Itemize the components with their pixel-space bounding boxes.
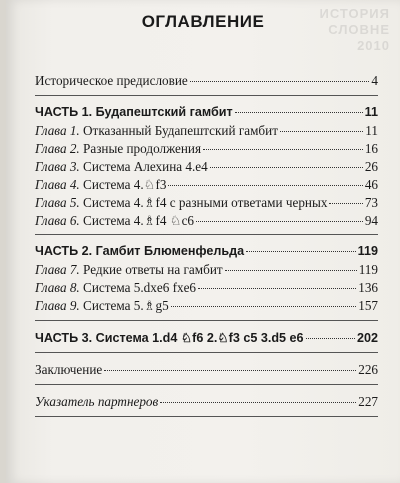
chapter-prefix: Глава 1. (35, 123, 80, 138)
toc-label: Система 5.dxe6 fxe6 (83, 280, 197, 295)
toc-label: Система 4.♗f4 с разными ответами черных (83, 195, 328, 210)
toc-label: Редкие ответы на гамбит (83, 262, 223, 277)
dot-leader (168, 185, 362, 186)
page-number: 26 (364, 159, 378, 174)
page-number: 202 (356, 331, 378, 345)
dot-leader (225, 270, 357, 271)
section-divider (35, 416, 378, 417)
toc-label: ЧАСТЬ 1. Будапештский гамбит (35, 105, 233, 119)
page-number: 226 (358, 362, 378, 377)
section-divider (35, 352, 378, 353)
toc-entry-chapter-6[interactable] (35, 213, 378, 231)
chapter-prefix: Глава 4. (35, 177, 80, 192)
dot-leader (246, 251, 356, 252)
dot-leader (203, 149, 363, 150)
dot-leader (306, 338, 355, 339)
chapter-prefix: Глава 9. (35, 298, 80, 313)
toc-entry-chapter-8[interactable] (35, 280, 378, 298)
dot-leader (280, 131, 363, 132)
page-number: 94 (364, 213, 378, 228)
dot-leader (104, 370, 356, 371)
toc-label: Заключение (35, 362, 103, 377)
toc-entry-part-1[interactable] (35, 105, 378, 123)
toc-entry-index[interactable] (35, 394, 378, 412)
toc-label: ЧАСТЬ 2. Гамбит Блюменфельда (35, 244, 245, 258)
toc-label: Система Алехина 4.e4 (83, 159, 208, 174)
page-number: 16 (364, 141, 378, 156)
page-number: 227 (358, 394, 378, 409)
toc-entry-chapter-4[interactable] (35, 177, 378, 195)
page-number: 73 (364, 195, 378, 210)
toc-entry-part-2[interactable] (35, 244, 378, 262)
toc-label: Система 5.♗g5 (83, 298, 169, 313)
chapter-prefix: Глава 7. (35, 262, 80, 277)
section-divider (35, 95, 378, 96)
dot-leader (329, 203, 362, 204)
dot-leader (171, 306, 357, 307)
ghost-line: СЛОВНЕ (328, 22, 390, 37)
toc-label: Система 4.♘f3 (83, 177, 167, 192)
dot-leader (196, 221, 363, 222)
toc-entry-preface[interactable] (35, 73, 378, 91)
toc-entry-conclusion[interactable] (35, 362, 378, 380)
toc-entry-chapter-9[interactable] (35, 298, 378, 316)
toc-label: Отказанный Будапештский гамбит (83, 123, 278, 138)
dot-leader (190, 81, 370, 82)
toc-entry-chapter-7[interactable] (35, 262, 378, 280)
section-divider (35, 234, 378, 235)
toc-entry-chapter-2[interactable] (35, 141, 378, 159)
toc-entry-chapter-3[interactable] (35, 159, 378, 177)
section-divider (35, 384, 378, 385)
chapter-prefix: Глава 8. (35, 280, 80, 295)
chapter-prefix: Глава 3. (35, 159, 80, 174)
page-number: 119 (358, 262, 378, 277)
dot-leader (235, 112, 363, 113)
chapter-prefix: Глава 6. (35, 213, 80, 228)
toc-label: Система 4.♗f4 ♘c6 (83, 213, 195, 228)
page-number: 136 (358, 280, 378, 295)
toc-label: Историческое предисловие (35, 73, 188, 88)
chapter-prefix: Глава 5. (35, 195, 80, 210)
toc-label: Разные продолжения (83, 141, 202, 156)
page-number: 119 (357, 244, 378, 258)
page-number: 11 (365, 123, 378, 138)
toc-label: ЧАСТЬ 3. Система 1.d4 ♘f6 2.♘f3 c5 3.d5 e6 (35, 331, 304, 345)
page-number: 4 (371, 73, 378, 88)
chapter-prefix: Глава 2. (35, 141, 80, 156)
dot-leader (210, 167, 363, 168)
toc-label: Указатель партнеров (35, 394, 159, 409)
page-number: 46 (364, 177, 378, 192)
dot-leader (160, 402, 356, 403)
ghost-line: 2010 (357, 38, 390, 53)
toc-entry-chapter-1[interactable] (35, 123, 378, 141)
page-number: 11 (364, 105, 378, 119)
section-divider (35, 320, 378, 321)
page-title: ОГЛАВЛЕНИЕ (141, 12, 265, 31)
toc-entry-chapter-5[interactable] (35, 195, 378, 213)
toc-entry-part-3[interactable] (35, 330, 378, 348)
page-number: 157 (358, 298, 378, 313)
ghost-line: ИСТОРИЯ (319, 6, 390, 21)
dot-leader (198, 288, 356, 289)
book-page (6, 0, 400, 483)
